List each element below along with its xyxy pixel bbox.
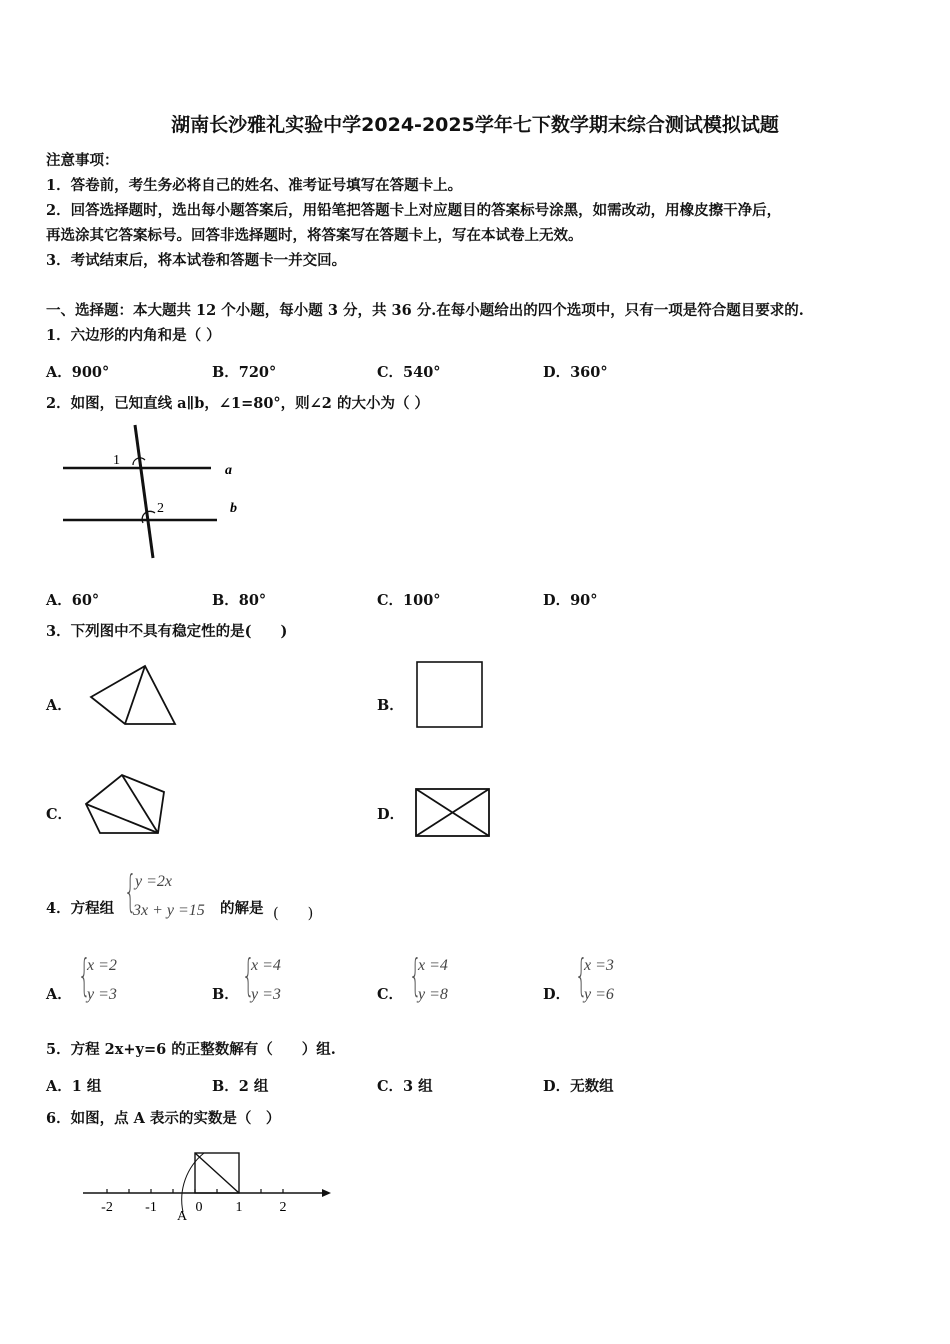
tick-label: -2 (101, 1200, 113, 1215)
q4-d-line-2: y =6 (584, 986, 614, 1003)
square-figure (415, 660, 485, 730)
q3-option-a[interactable]: A． (46, 697, 72, 714)
q4-option-b[interactable]: B． (212, 986, 239, 1003)
q2-option-d[interactable]: D．90° (543, 592, 598, 609)
tick-label: 2 (279, 1200, 287, 1215)
q2-option-c[interactable]: C．100° (377, 592, 441, 609)
question-1-stem: 1．六边形的内角和是（ ） (46, 327, 221, 344)
rectangle-diagonals-figure (414, 787, 494, 839)
notice-item: 再选涂其它答案标号。回答非选择题时，将答案写在答题卡上，写在本试卷上无效。 (46, 227, 583, 244)
system-equation-2: 3x + y =15 (133, 902, 205, 919)
q3-option-d[interactable]: D． (377, 806, 405, 823)
point-a-label: A (176, 1209, 188, 1224)
notice-item: 3．考试结束后，将本试卷和答题卡一并交回。 (46, 252, 347, 269)
angle-1-label: 1 (113, 453, 120, 468)
q5-option-d[interactable]: D．无数组 (543, 1078, 614, 1095)
q4-option-a[interactable]: A． (46, 986, 72, 1003)
q2-option-a[interactable]: A．60° (46, 592, 100, 609)
q4-b-line-1: x =4 (251, 957, 281, 974)
parallel-lines-figure (55, 420, 255, 565)
question-3-stem: 3．下列图中不具有稳定性的是( ) (46, 623, 288, 640)
line-b-label: b (230, 501, 237, 516)
question-4-suffix: 的解是 (220, 900, 264, 917)
line-a-label: a (225, 463, 232, 478)
brace: { (409, 950, 422, 1001)
q4-b-line-2: y =3 (251, 986, 281, 1003)
q1-option-d[interactable]: D．360° (543, 364, 608, 381)
notice-item: 2．回答选择题时，选出每小题答案后，用铅笔把答题卡上对应题目的答案标号涂黑，如需改动，用橡皮擦干净后， (46, 202, 782, 219)
q4-c-line-1: x =4 (418, 957, 448, 974)
q3-option-c[interactable]: C． (46, 806, 73, 823)
brace: { (78, 950, 91, 1001)
q1-option-a[interactable]: A．900° (46, 364, 110, 381)
tick-label: -1 (145, 1200, 157, 1215)
system-brace: { (124, 866, 137, 917)
q2-option-b[interactable]: B．80° (212, 592, 267, 609)
q4-option-d[interactable]: D． (543, 986, 571, 1003)
q5-option-c[interactable]: C．3 组 (377, 1078, 433, 1095)
question-4-stem: 4．方程组 (46, 900, 115, 917)
notice-heading: 注意事项： (46, 152, 119, 169)
question-6-stem: 6．如图，点 A 表示的实数是（ ） (46, 1110, 281, 1127)
brace: { (242, 950, 255, 1001)
q4-a-line-2: y =3 (87, 986, 117, 1003)
q4-c-line-2: y =8 (418, 986, 448, 1003)
brace: { (575, 950, 588, 1001)
system-equation-1: y =2x (135, 873, 172, 890)
q1-option-c[interactable]: C．540° (377, 364, 441, 381)
q1-option-b[interactable]: B．720° (212, 364, 277, 381)
q5-option-a[interactable]: A．1 组 (46, 1078, 102, 1095)
q4-d-line-1: x =3 (584, 957, 614, 974)
pentagon-figure (82, 772, 172, 838)
section-heading: 一、选择题：本大题共 12 个小题，每小题 3 分，共 36 分.在每小题给出的四个选项中，只有一项是符合题目要求的. (46, 302, 804, 319)
page-title: 湖南长沙雅礼实验中学2024-2025学年七下数学期末综合测试模拟试题 (171, 114, 779, 136)
q4-option-c[interactable]: C． (377, 986, 404, 1003)
q5-option-b[interactable]: B．2 组 (212, 1078, 269, 1095)
q3-option-b[interactable]: B． (377, 697, 404, 714)
notice-item: 1．答卷前，考生务必将自己的姓名、准考证号填写在答题卡上。 (46, 177, 463, 194)
number-line-figure (75, 1140, 345, 1225)
question-4-paren: ( ) (273, 906, 314, 922)
question-2-stem: 2．如图，已知直线 a∥b，∠1=80°，则∠2 的大小为（ ） (46, 395, 429, 412)
q4-a-line-1: x =2 (87, 957, 117, 974)
tick-label: 0 (195, 1200, 203, 1215)
angle-2-label: 2 (157, 501, 164, 516)
question-5-stem: 5．方程 2x+y=6 的正整数解有（ ）组. (46, 1041, 336, 1058)
triangles-figure (85, 660, 185, 730)
tick-label: 1 (235, 1200, 243, 1215)
